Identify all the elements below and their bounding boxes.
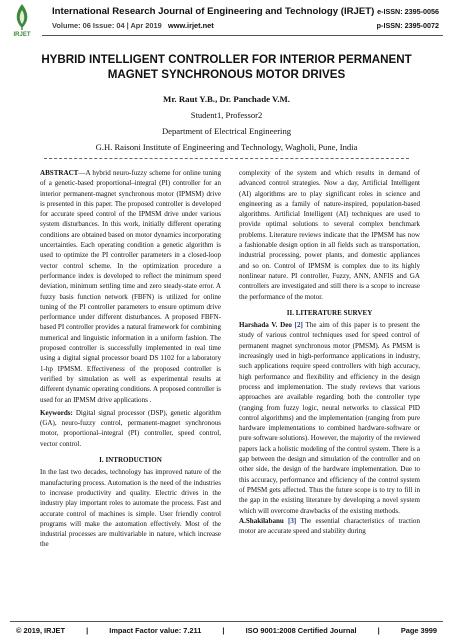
lit-text-2: The essential characteristics of traction motor are accurate speed and stability during: [239, 516, 420, 536]
citation-link-2[interactable]: [2]: [294, 321, 303, 330]
footer-copyright: © 2019, IRJET: [16, 626, 65, 635]
section-heading-introduction: I. INTRODUCTION: [99, 456, 162, 465]
right-column: [239, 168, 420, 536]
footer-impact-factor: Impact Factor value: 7.211: [109, 626, 202, 635]
lit-author-2: A.Shakilabanu: [239, 516, 289, 525]
abstract-text: —A hybrid neuro-fuzzy scheme for online tuning of a genetic-based proportional–integral (PI) controller for an interior permanent-magnet synchronous motor (IPMSM) drive is presented in this paper. The proposed controller is developed for accurate speed control of the IPMSM drive under various system disturbances. In this work, initially different operating conditions are obtained based on motor dynamics incorporating uncertainties. Each operating condition a genetic algorithm is used to optimize the PI controller parameters in a closed-loop vector control scheme. In the optimization procedure a performance index is developed to reflect the minimum speed deviation, minimum settling time and zero steady-state error. A fuzzy basis function network (FBFN) is utilized for online tuning of the PI controller parameters to ensure optimum drive performance under different disturbances. A proposed FBFN-based PI controller provides a natural framework for combining numerical and linguistic information in a uniform fashion. The proposed controller is successfully implemented in real time using a digital signal processor board DS 1102 for a laboratory 1-hp IPMSM. Effectiveness of the proposed controller is verified by simulation as well as experimental results at different dynamic operating conditions. A proposed controller is used for an IPMSM drive applications .: [40, 169, 221, 404]
e-issn: e-ISSN: 2395-0056: [377, 7, 439, 16]
institution: G.H. Raisoni Institute of Engineering and Technology, Wagholi, Pune, India: [95, 142, 358, 152]
journal-footer: [16, 626, 437, 635]
section-heading-literature-survey: II. LITERATURE SURVEY: [286, 308, 373, 317]
keywords-label: Keywords:: [40, 408, 73, 417]
keywords-text: Digital signal processor (DSP), genetic algorithm (GA), neuro-fuzzy control, permanent-magnet synchronous motor, proportional–integral (PI) controller, speed control, vector control.: [40, 408, 221, 448]
abstract: [40, 168, 221, 405]
header-rule: [42, 35, 443, 36]
introduction-continued: complexity of the system and which results in demand of advanced control strategies. Now a day, Artificial Intelligent (AI) algorithms are to play significant roles in science and engineering as a family of nature-inspired, population-based algorithms. Artificial Intelligent (AI) techniques are used to provide optimal solutions to several complex benchmark problems. Literature reviews indicate that the IPMSM has now a fashionable design option in all fields such as transportation, industrial processing, power plants, and domestic appliances and so on. Control of IPMSM is complex due to its highly nonlinear nature. PI controller, Fuzzy, ANN, ANFIS and GA controllers are investigated and still there is a scope to increase the performance of the motor.: [239, 169, 420, 301]
citation-link-3[interactable]: [3]: [288, 516, 297, 525]
abstract-label: ABSTRACT: [40, 169, 79, 177]
footer-rule: [10, 621, 443, 622]
author-roles: Student1, Professor2: [190, 110, 263, 120]
department: Department of Electrical Engineering: [161, 126, 292, 136]
footer-divider: |: [222, 626, 225, 635]
journal-header: [0, 0, 453, 42]
paper-title: HYBRID INTELLIGENT CONTROLLER FOR INTERIOR PERMANENT MAGNET SYNCHRONOUS MOTOR DRIVES: [41, 53, 412, 81]
separator-rule: [44, 158, 409, 159]
lit-text-1: The aim of this paper is to present the study of various control techniques used for speed control of permanent magnet synchronous motor (PMSM). As PMSM is increasingly used in high-performance applications in industry, such applications require speed controllers with high accuracy, high performance and flexibility and efficiency in the design process and implementation. The study reviews that various approaches are available regarding both the controller type (ranging from fuzzy logic, neural networks to classical PID control algorithms) and the implementation (ranging from pure hardware implementations to combined hardware-software or pure software solutions). However, the majority of the reviewed papers lack a holistic modeling of the control system. There is a gap between the design and simulation of the controller and on other side, the design of the hardware implementation. Due to this accuracy, performance and efficiency of the control system of PMSM gets affected. Thus the future scope is to try to fill in the gap in the existing literature by developing a novel system which will overcome drawbacks of the existing methods.: [239, 321, 420, 515]
left-column: [40, 168, 221, 550]
literature-paragraph-2: [239, 516, 420, 537]
literature-paragraph-1: [239, 320, 420, 516]
p-issn: p-ISSN: 2395-0072: [376, 21, 439, 30]
irjet-logo-icon: [10, 2, 34, 38]
footer-divider: |: [86, 626, 89, 635]
logo-text: IRJET: [13, 32, 31, 38]
footer-divider: |: [377, 626, 380, 635]
lit-author-1: Harshada V. Deo: [239, 321, 295, 330]
journal-website-link[interactable]: www.irjet.net: [168, 21, 214, 30]
journal-title: International Research Journal of Engineering and Technology (IRJET): [52, 6, 375, 17]
footer-iso: ISO 9001:2008 Certified Journal: [245, 626, 357, 635]
volume-line: Volume: 06 Issue: 04 | Apr 2019: [52, 21, 162, 30]
authors: Mr. Raut Y.B., Dr. Panchade V.M.: [163, 94, 290, 104]
footer-page-number: Page 3999: [400, 626, 437, 635]
keywords: [40, 408, 221, 449]
introduction-text: In the last two decades, technology has improved nature of the manufacturing process. Automation is the need of the industries to increase productivity and quality. Electric drives in the industry play important roles to automate the process. Fast and accurate control of machines is simple. User friendly control programs will make the automation effectively. Most of the industrial processes are multivariable in nature, which increase the: [40, 468, 221, 549]
